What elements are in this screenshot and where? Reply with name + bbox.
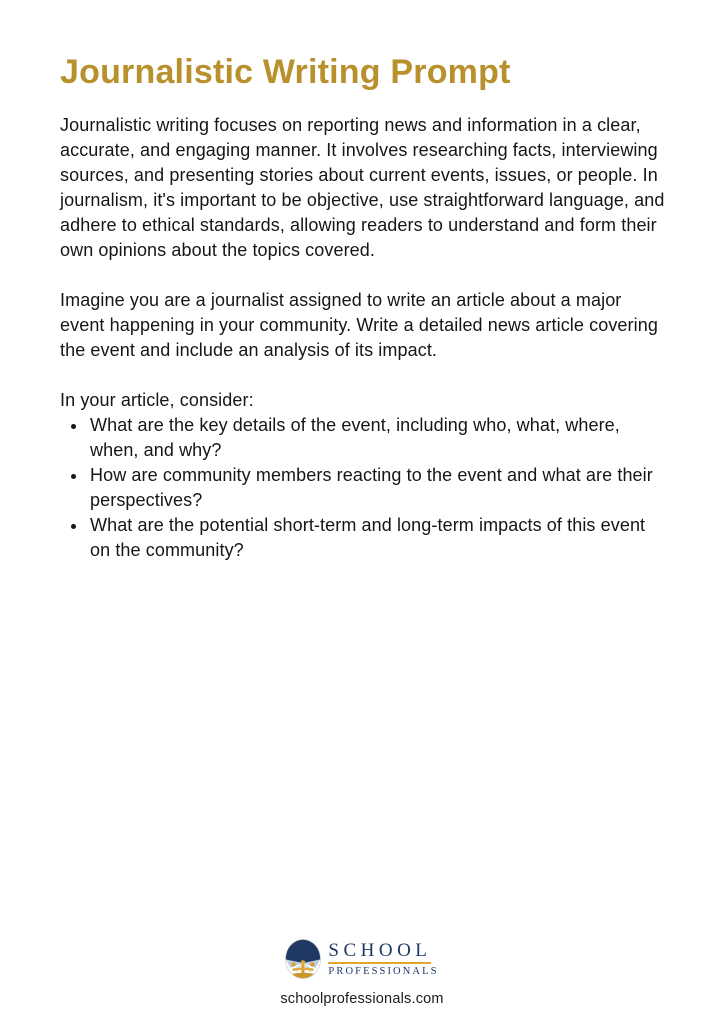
footer <box>0 939 724 1007</box>
document-body <box>60 113 666 563</box>
list-item: • What are the key details of the event, including who, what, where, when, and why? <box>88 413 666 463</box>
list-item: • What are the potential short-term and long-term impacts of this event on the community? <box>88 513 666 563</box>
logo-word-school: SCHOOL <box>328 941 431 964</box>
website-url: schoolprofessionals.com <box>280 991 444 1007</box>
list-intro: In your article, consider: <box>60 390 254 410</box>
assignment-paragraph: Imagine you are a journalist assigned to write an article about a major event happening in your community. Write a detailed news article covering the event and include an analysis of its impact. <box>60 290 658 360</box>
logo-word-professionals: PROFESSIONALS <box>328 965 439 977</box>
list-item: • How are community members reacting to the event and what are their perspectives? <box>88 463 666 513</box>
school-professionals-emblem-icon <box>285 939 321 979</box>
intro-paragraph: Journalistic writing focuses on reporting news and information in a clear, accurate, and engaging manner. It involves researching facts, interviewing sources, and presenting stories about current events, issues, or people. In journalism, it's important to be objective, use straightforward language, and adhere to ethical standards, allowing readers to understand and form their own opinions about the topics covered. <box>60 115 665 260</box>
school-professionals-logo <box>285 939 438 979</box>
consideration-list <box>60 413 666 563</box>
page-title: Journalistic Writing Prompt <box>60 53 511 91</box>
logo-wordmark <box>328 941 438 978</box>
